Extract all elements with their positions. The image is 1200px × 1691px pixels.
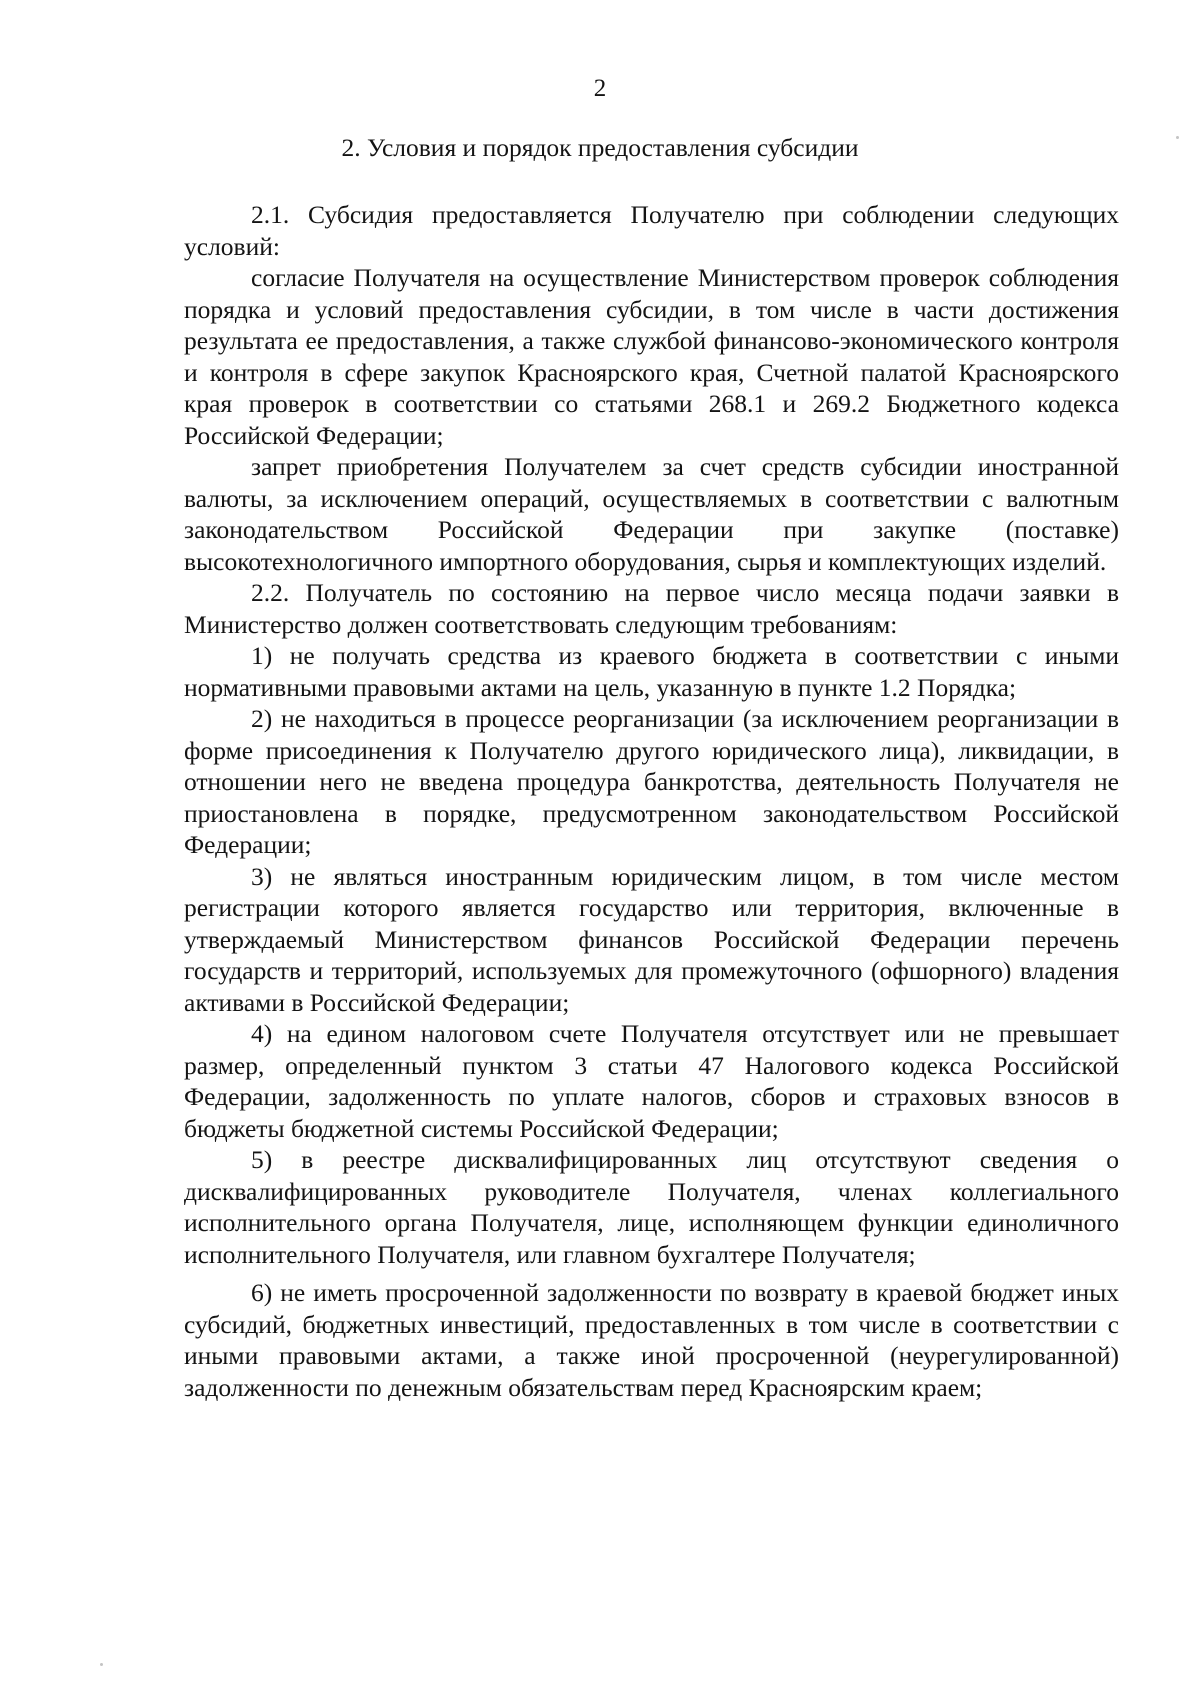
requirement-5: 5) в реестре дисквалифицированных лиц отсутствуют сведения о дисквалифицированных руководителе Получателя, членах коллегиального исполнительного органа Получателя, лице, исполняющем функции единоличного исполнительного Получателя, или главном бухгалтере Получателя;	[184, 1145, 1119, 1269]
requirement-1: 1) не получать средства из краевого бюджета в соответствии с иными нормативными правовыми актами на цель, указанную в пункте 1.2 Порядка;	[184, 641, 1119, 702]
scan-artifact	[100, 1663, 103, 1666]
paragraph-2-1: 2.1. Субсидия предоставляется Получателю при соблюдении следующих условий:	[184, 200, 1119, 261]
requirement-6: 6) не иметь просроченной задолженности по возврату в краевой бюджет иных субсидий, бюджетных инвестиций, предоставленных в том числе в соответствии с иными правовыми актами, а также иной просроченной (неурегулированной) задолженности по денежным обязательствам перед Красноярским краем;	[184, 1278, 1119, 1402]
requirement-4: 4) на едином налоговом счете Получателя отсутствует или не превышает размер, определенный пунктом 3 статьи 47 Налогового кодекса Российской Федерации, задолженность по уплате налогов, сборов и страховых взносов в бюджеты бюджетной системы Российской Федерации;	[184, 1019, 1119, 1143]
requirement-2: 2) не находиться в процессе реорганизации (за исключением реорганизации в форме присоединения к Получателю другого юридического лица), ликвидации, в отношении него не введена процедура банкротства, деятельность Получателя не приостановлена в порядке, предусмотренном законодательством Российской Федерации;	[184, 704, 1119, 859]
paragraph-condition-consent: согласие Получателя на осуществление Министерством проверок соблюдения порядка и условий предоставления субсидии, в том числе в части достижения результата ее предоставления, а также службой финансово-экономического контроля и контроля в сфере закупок Красноярского края, Счетной палатой Красноярского края проверок в соответствии со статьями 268.1 и 269.2 Бюджетного кодекса Российской Федерации;	[184, 263, 1119, 450]
paragraph-condition-currency-ban: запрет приобретения Получателем за счет средств субсидии иностранной валюты, за исключением операций, осуществляемых в соответствии с валютным законодательством Российской Федерации при закупке (поставке) высокотехнологичного импортного оборудования, сырья и комплектующих изделий.	[184, 452, 1119, 576]
requirement-3: 3) не являться иностранным юридическим лицом, в том числе местом регистрации которого является государство или территория, включенные в утверждаемый Министерством финансов Российской Федерации перечень государств и территорий, используемых для промежуточного (офшорного) владения активами в Российской Федерации;	[184, 861, 1119, 1017]
scan-artifact	[1176, 136, 1179, 139]
section-title: 2. Условия и порядок предоставления субсидии	[341, 133, 859, 162]
document-body	[184, 199, 1119, 1403]
page-number: 2	[593, 75, 607, 102]
paragraph-2-2: 2.2. Получатель по состоянию на первое число месяца подачи заявки в Министерство должен соответствовать следующим требованиям:	[184, 578, 1119, 639]
